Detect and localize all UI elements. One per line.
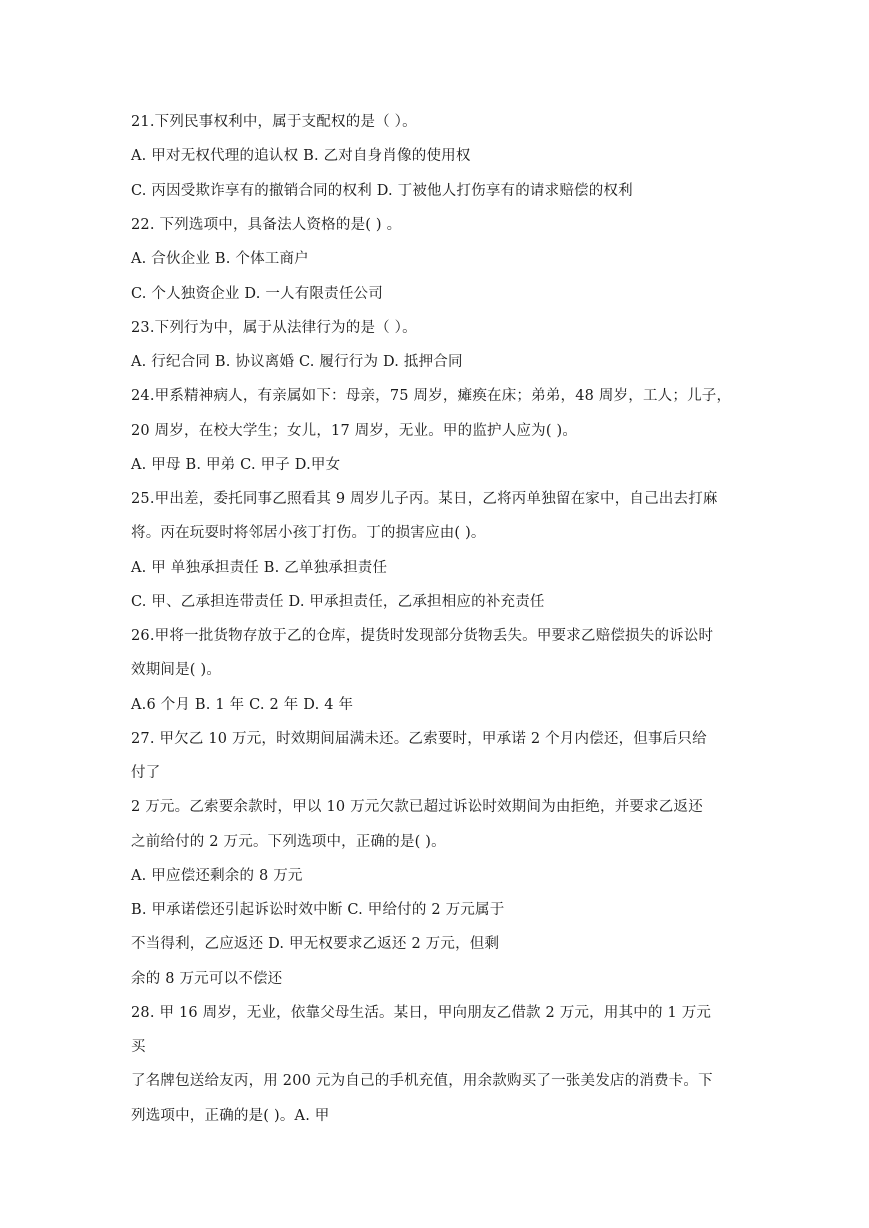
question-27-options-bc: B. 甲承诺偿还引起诉讼时效中断 C. 甲给付的 2 万元属于 [131,902,505,918]
question-26-stem-line-1: 26.甲将一批货物存放于乙的仓库，提货时发现部分货物丢失。甲要求乙赔偿损失的诉讼时 [131,628,714,644]
question-27-options-cd: 不当得利，乙应返还 D. 甲无权要求乙返还 2 万元，但剩 [131,936,500,952]
question-27-stem-line-2: 付了 [131,765,161,781]
question-26-stem-line-2: 效期间是( )。 [131,662,222,678]
question-27-stem-line-1: 27. 甲欠乙 10 万元，时效期间届满未还。乙索要时，甲承诺 2 个月内偿还，但事后只给 [131,731,707,747]
question-27-option-d-end: 余的 8 万元可以不偿还 [131,971,283,987]
question-28-stem-line-2: 买 [131,1039,146,1055]
question-21-options-ab: A. 甲对无权代理的追认权 B. 乙对自身肖像的使用权 [131,148,471,164]
question-25-stem-line-2: 将。丙在玩耍时将邻居小孩丁打伤。丁的损害应由( )。 [131,525,486,541]
question-28-stem-line-1: 28. 甲 16 周岁，无业，依靠父母生活。某日，甲向朋友乙借款 2 万元，用其中的 1 万元 [131,1005,712,1021]
question-25-options-cd: C. 甲、乙承担连带责任 D. 甲承担责任，乙承担相应的补充责任 [131,594,545,610]
question-22-stem: 22. 下列选项中，具备法人资格的是( ) 。 [131,217,402,233]
question-22-options-ab: A. 合伙企业 B. 个体工商户 [131,251,309,267]
question-21-stem: 21.下列民事权利中，属于支配权的是（ ）。 [131,114,417,130]
question-24-stem-line-1: 24.甲系精神病人，有亲属如下：母亲，75 周岁，瘫痪在床；弟弟，48 周岁，工人；儿子， [131,388,732,404]
question-27-option-a: A. 甲应偿还剩余的 8 万元 [131,868,303,884]
question-28-stem-line-4: 列选项中，正确的是( )。A. 甲 [131,1108,330,1124]
question-26-options: A.6 个月 B. 1 年 C. 2 年 D. 4 年 [131,697,354,713]
question-24-stem-line-2: 20 周岁，在校大学生；女儿，17 周岁，无业。甲的监护人应为( )。 [131,423,578,439]
question-27-stem-line-3: 2 万元。乙索要余款时，甲以 10 万元欠款已超过诉讼时效期间为由拒绝，并要求乙返还 [131,799,703,815]
question-23-options: A. 行纪合同 B. 协议离婚 C. 履行行为 D. 抵押合同 [131,354,463,370]
question-27-stem-line-4: 之前给付的 2 万元。下列选项中，正确的是( )。 [131,834,446,850]
question-21-options-cd: C. 丙因受欺诈享有的撤销合同的权利 D. 丁被他人打伤享有的请求赔偿的权利 [131,183,633,199]
question-28-stem-line-3: 了名牌包送给友丙，用 200 元为自己的手机充值，用余款购买了一张美发店的消费卡。下 [131,1073,713,1089]
question-24-options: A. 甲母 B. 甲弟 C. 甲子 D.甲女 [131,457,341,473]
question-23-stem: 23.下列行为中，属于从法律行为的是（ ）。 [131,320,417,336]
question-25-options-ab: A. 甲 单独承担责任 B. 乙单独承担责任 [131,560,388,576]
question-25-stem-line-1: 25.甲出差，委托同事乙照看其 9 周岁儿子丙。某日，乙将丙单独留在家中，自己出去打麻 [131,491,718,507]
question-22-options-cd: C. 个人独资企业 D. 一人有限责任公司 [131,286,383,302]
